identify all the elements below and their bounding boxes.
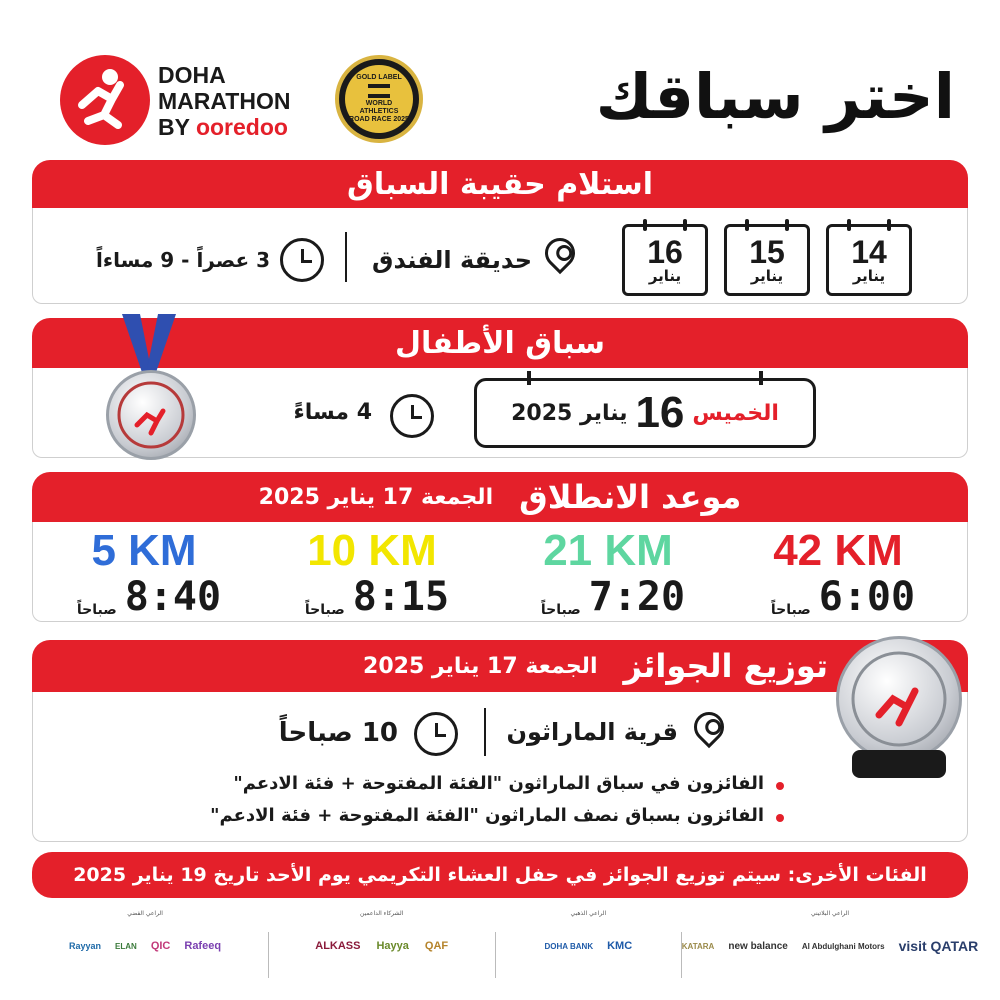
trophy-base bbox=[852, 750, 946, 778]
bullet-dot bbox=[776, 814, 784, 822]
awards-bullet: الفائزون بسباق نصف الماراثون "الفئة المفتوحة + فئة الادعم" bbox=[210, 805, 764, 826]
race-ampm: صباحاً bbox=[76, 602, 117, 618]
other-categories-banner: الفئات الأخرى: سيتم توزيع الجوائز في حفل العشاء التكريمي يوم الأحد تاريخ 19 يناير 2025 bbox=[32, 852, 968, 898]
race-ampm: صباحاً bbox=[540, 602, 581, 618]
race-ampm: صباحاً bbox=[770, 602, 811, 618]
awards-title: توزيع الجوائز bbox=[623, 647, 828, 685]
race-distance: 21 KM bbox=[543, 526, 673, 575]
sponsor-group-platinum: الراعي البلاتيني visit QATAR Al Abdulghani Motors new balance KATARA bbox=[681, 910, 979, 954]
sponsor-logo: Rafeeq bbox=[184, 940, 222, 952]
sponsor-logo: Hayya bbox=[376, 940, 409, 952]
kids-day: 16 bbox=[635, 388, 685, 437]
pack-pickup-header: استلام حقيبة السباق bbox=[32, 160, 968, 208]
awards-bullet: الفائزون في سباق الماراثون "الفئة المفتوحة + فئة الادعم" bbox=[233, 773, 764, 794]
kids-month-year: يناير 2025 bbox=[511, 400, 628, 426]
sponsor-logo: visit QATAR bbox=[898, 938, 979, 954]
race-5km bbox=[44, 528, 254, 618]
calendar-icon-date-16: 16 يناير bbox=[622, 224, 708, 296]
divider bbox=[484, 708, 486, 756]
badge-emblem-icon bbox=[368, 84, 390, 98]
race-10km bbox=[272, 528, 482, 618]
sponsors-strip bbox=[30, 910, 979, 990]
calendar-icon-date-15: 15 يناير bbox=[724, 224, 810, 296]
sponsor-logo: KATARA bbox=[681, 941, 715, 951]
sponsor-logo: QAF bbox=[424, 940, 449, 952]
race-distance: 5 KM bbox=[91, 526, 197, 575]
kids-race-header: سباق الأطفال bbox=[32, 318, 968, 368]
sponsor-logo: DOHA BANK bbox=[544, 941, 594, 951]
sponsor-logo: QIC bbox=[150, 940, 171, 952]
page-title: اختر سباقك bbox=[595, 60, 955, 133]
race-distance: 10 KM bbox=[307, 526, 437, 575]
race-42km bbox=[738, 528, 948, 618]
awards-location: قرية الماراثون bbox=[506, 718, 678, 746]
trophy-medal-icon bbox=[836, 636, 962, 762]
start-times-title: موعد الانطلاق bbox=[519, 478, 742, 516]
sponsor-group-gold: الراعي الذهبي KMC DOHA BANK bbox=[544, 910, 633, 952]
sponsor-divider bbox=[495, 932, 496, 978]
sponsor-logo: new balance bbox=[728, 940, 788, 952]
race-time: 8:15 bbox=[352, 574, 450, 620]
kids-date-box bbox=[474, 378, 816, 448]
awards-time: 10 صباحاً bbox=[278, 718, 398, 748]
kids-medal-icon bbox=[106, 370, 196, 460]
race-21km bbox=[508, 528, 718, 618]
start-times-date: الجمعة 17 يناير 2025 bbox=[258, 484, 494, 510]
race-time: 6:00 bbox=[818, 574, 916, 620]
awards-header bbox=[32, 640, 968, 692]
clock-icon bbox=[280, 238, 324, 282]
sponsor-logo: KMC bbox=[607, 940, 633, 952]
pack-location: حديقة الفندق bbox=[372, 246, 532, 274]
sponsor-logo: ELAN bbox=[115, 941, 137, 951]
doha-marathon-logo-text: DOHA MARATHON BY ooredoo bbox=[158, 62, 291, 140]
bullet-dot bbox=[776, 782, 784, 790]
calendar-icon-date-14: 14 يناير bbox=[826, 224, 912, 296]
divider bbox=[345, 232, 347, 282]
kids-weekday: الخميس bbox=[692, 400, 779, 426]
race-time: 8:40 bbox=[124, 574, 222, 620]
sponsor-logo: Rayyan bbox=[69, 941, 102, 951]
pack-time: 3 عصراً - 9 مساءاً bbox=[96, 248, 270, 272]
kids-time: 4 مساءً bbox=[293, 400, 372, 425]
race-ampm: صباحاً bbox=[304, 602, 345, 618]
clock-icon bbox=[390, 394, 434, 438]
sponsor-divider bbox=[268, 932, 269, 978]
sponsor-logo: ALKASS bbox=[315, 940, 361, 952]
race-time: 7:20 bbox=[588, 574, 686, 620]
sponsor-divider bbox=[681, 932, 682, 978]
world-athletics-gold-label-badge: GOLD LABEL WORLD ATHLETICS ROAD RACE 2025 bbox=[335, 55, 423, 143]
awards-date: الجمعة 17 يناير 2025 bbox=[363, 653, 598, 679]
doha-marathon-logo-icon bbox=[60, 55, 150, 145]
clock-icon bbox=[414, 712, 458, 756]
sponsor-group-silver: الراعي الفضي Rafeeq QIC ELAN Rayyan bbox=[69, 910, 222, 952]
start-times-header bbox=[32, 472, 968, 522]
sponsor-group-supporting: الشركاء الداعمين QAF Hayya ALKASS bbox=[315, 910, 449, 952]
race-distance: 42 KM bbox=[773, 526, 903, 575]
sponsor-logo: Al Abdulghani Motors bbox=[801, 941, 885, 951]
